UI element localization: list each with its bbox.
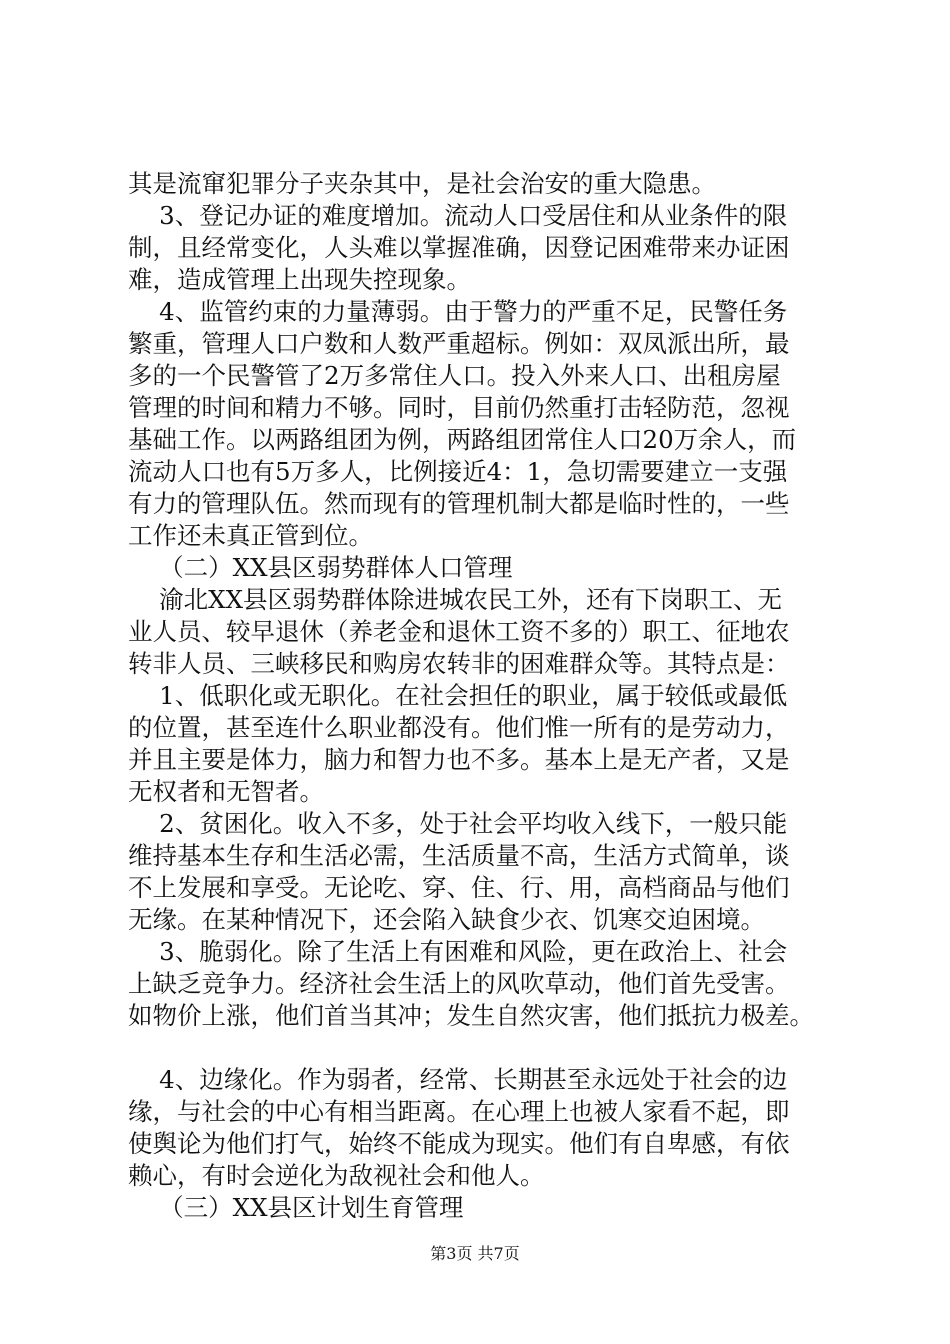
text-line: 赖心，有时会逆化为敌视社会和他人。 xyxy=(128,1161,545,1190)
text-line: 业人员、较早退休（养老金和退休工资不多的）职工、征地农 xyxy=(128,617,790,646)
text-line: 4、监管约束的力量薄弱。由于警力的严重不足，民警任务 xyxy=(128,297,788,326)
text-line: 4、边缘化。作为弱者，经常、长期甚至永远处于社会的边 xyxy=(128,1065,788,1094)
text-line: 流动人口也有5万多人，比例接近4：1，急切需要建立一支强 xyxy=(128,457,788,486)
text-line: 转非人员、三峡移民和购房农转非的困难群众等。其特点是： xyxy=(128,649,790,678)
text-line: 制，且经常变化，人头难以掌握准确，因登记困难带来办证困 xyxy=(128,233,790,262)
section-heading: （二）XX县区弱势群体人口管理 xyxy=(128,553,513,582)
text-line: 2、贫困化。收入不多，处于社会平均收入线下，一般只能 xyxy=(128,809,788,838)
text-line: 工作还未真正管到位。 xyxy=(128,521,373,550)
text-line: 无缘。在某种情况下，还会陷入缺食少衣、饥寒交迫困境。 xyxy=(128,905,765,934)
text-line: 基础工作。以两路组团为例，两路组团常住人口20万余人，而 xyxy=(128,425,797,454)
text-line: 无权者和无智者。 xyxy=(128,777,324,806)
text-line: 3、登记办证的难度增加。流动人口受居住和从业条件的限 xyxy=(128,201,788,230)
text-line: 渝北XX县区弱势群体除进城农民工外，还有下岗职工、无 xyxy=(128,585,783,614)
text-line: 繁重，管理人口户数和人数严重超标。例如：双凤派出所，最 xyxy=(128,329,790,358)
text-line: 的位置，甚至连什么职业都没有。他们惟一所有的是劳动力， xyxy=(128,713,790,742)
text-line: 有力的管理队伍。然而现有的管理机制大都是临时性的，一些 xyxy=(128,489,790,518)
text-line: 1、低职化或无职化。在社会担任的职业，属于较低或最低 xyxy=(128,681,788,710)
text-line: 缘，与社会的中心有相当距离。在心理上也被人家看不起，即 xyxy=(128,1097,790,1126)
text-line: 多的一个民警管了2万多常住人口。投入外来人口、出租房屋 xyxy=(128,361,781,390)
page-number: 第3页 共7页 xyxy=(430,1244,520,1263)
text-line: 难，造成管理上出现失控现象。 xyxy=(128,265,471,294)
text-line: 维持基本生存和生活必需，生活质量不高，生活方式简单，谈 xyxy=(128,841,790,870)
document-body xyxy=(128,168,828,1224)
text-line: 使舆论为他们打气，始终不能成为现实。他们有自卑感，有依 xyxy=(128,1129,790,1158)
text-line: 上缺乏竞争力。经济社会生活上的风吹草动，他们首先受害。 xyxy=(128,969,790,998)
text-line: 其是流窜犯罪分子夹杂其中，是社会治安的重大隐患。 xyxy=(128,169,716,198)
text-line: 管理的时间和精力不够。同时，目前仍然重打击轻防范，忽视 xyxy=(128,393,790,422)
text-line: 如物价上涨，他们首当其冲；发生自然灾害，他们抵抗力极差。 xyxy=(128,1001,814,1030)
text-line: 并且主要是体力，脑力和智力也不多。基本上是无产者，又是 xyxy=(128,745,790,774)
text-line: 不上发展和享受。无论吃、穿、住、行、用，高档商品与他们 xyxy=(128,873,790,902)
section-heading: （三）XX县区计划生育管理 xyxy=(128,1193,464,1222)
text-line: 3、脆弱化。除了生活上有困难和风险，更在政治上、社会 xyxy=(128,937,788,966)
paragraph-gap xyxy=(128,1032,828,1064)
